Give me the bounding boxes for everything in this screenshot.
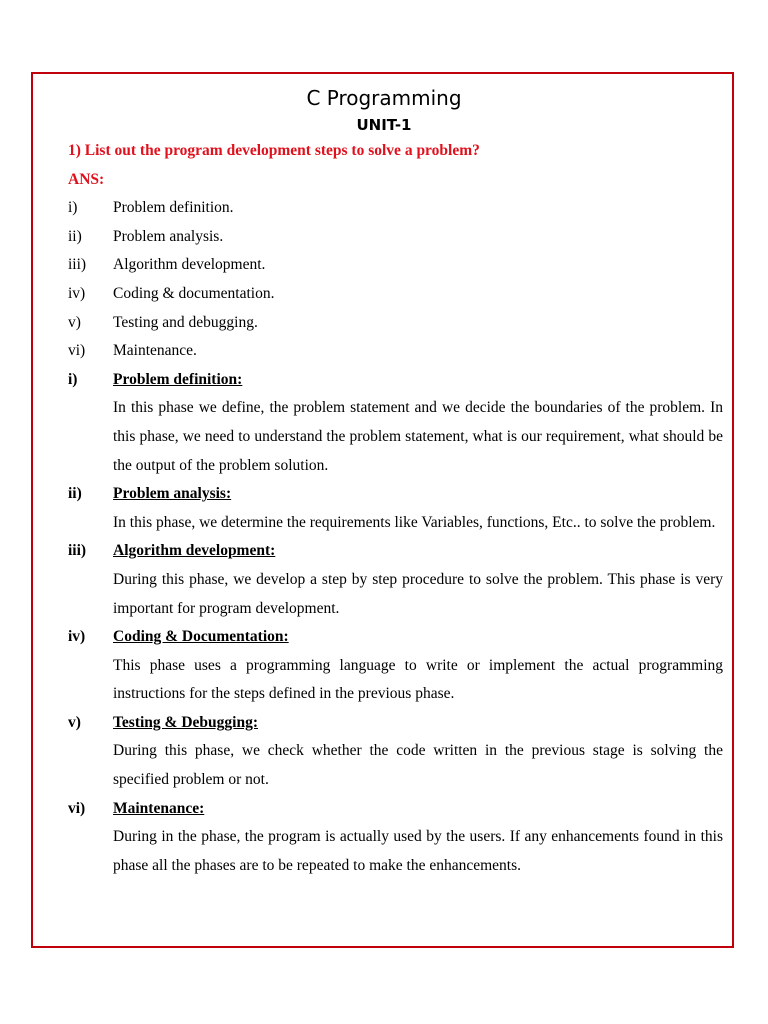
section-number: i) <box>68 370 78 388</box>
answer-label: ANS: <box>68 170 105 188</box>
section-heading: Maintenance: <box>113 799 205 817</box>
section-body: In this phase we define, the problem statement and we decide the boundaries of the problem. In this phase, we need to understand the problem statement, what is our requirement, what should be the output of the problem solution. <box>113 399 723 474</box>
document-body <box>68 137 723 880</box>
step-number: vi) <box>68 342 86 360</box>
list-item <box>68 337 723 366</box>
section-heading: Problem analysis: <box>113 485 232 503</box>
section-problem-analysis <box>68 480 723 537</box>
section-maintenance <box>68 795 723 881</box>
list-item <box>68 194 723 223</box>
section-number: iv) <box>68 628 86 646</box>
section-body: This phase uses a programming language to write or implement the actual programming instructions for the steps defined in the previous phase. <box>113 656 723 703</box>
section-header <box>68 366 723 395</box>
section-testing-debugging <box>68 709 723 795</box>
section-header <box>68 795 723 824</box>
section-header <box>68 623 723 652</box>
step-number: i) <box>68 199 78 217</box>
section-header <box>68 709 723 738</box>
question-heading: 1) List out the program development steps to solve a problem? <box>68 142 480 159</box>
step-number: v) <box>68 313 81 331</box>
step-number: iii) <box>68 256 87 274</box>
section-heading: Problem definition: <box>113 370 243 388</box>
section-header <box>68 480 723 509</box>
section-problem-definition <box>68 366 723 480</box>
step-number: iv) <box>68 284 86 302</box>
step-text: Testing and debugging. <box>113 313 258 331</box>
section-number: ii) <box>68 485 82 503</box>
step-text: Problem definition. <box>113 199 234 217</box>
unit-label: UNIT-1 <box>356 116 412 134</box>
section-algorithm-development <box>68 537 723 623</box>
section-heading: Algorithm development: <box>113 542 276 560</box>
list-item <box>68 223 723 252</box>
page-title: C Programming <box>306 86 462 110</box>
step-text: Maintenance. <box>113 342 197 360</box>
section-number: vi) <box>68 799 86 817</box>
section-header <box>68 537 723 566</box>
step-text: Algorithm development. <box>113 256 266 274</box>
section-heading: Coding & Documentation: <box>113 628 289 646</box>
section-number: v) <box>68 713 81 731</box>
list-item <box>68 280 723 309</box>
step-number: ii) <box>68 227 82 245</box>
step-text: Coding & documentation. <box>113 284 275 302</box>
section-body: During this phase, we develop a step by step procedure to solve the problem. This phase is very important for program development. <box>113 570 723 617</box>
steps-list <box>68 194 723 366</box>
list-item <box>68 251 723 280</box>
section-body: During this phase, we check whether the code written in the previous stage is solving the specified problem or not. <box>113 742 723 789</box>
section-number: iii) <box>68 542 87 560</box>
section-heading: Testing & Debugging: <box>113 713 258 731</box>
section-body: During in the phase, the program is actually used by the users. If any enhancements found in this phase all the phases are to be repeated to make the enhancements. <box>113 828 723 874</box>
section-body: In this phase, we determine the requirements like Variables, functions, Etc.. to solve the problem. <box>113 513 716 531</box>
list-item <box>68 309 723 338</box>
step-text: Problem analysis. <box>113 227 224 245</box>
section-coding-documentation <box>68 623 723 709</box>
